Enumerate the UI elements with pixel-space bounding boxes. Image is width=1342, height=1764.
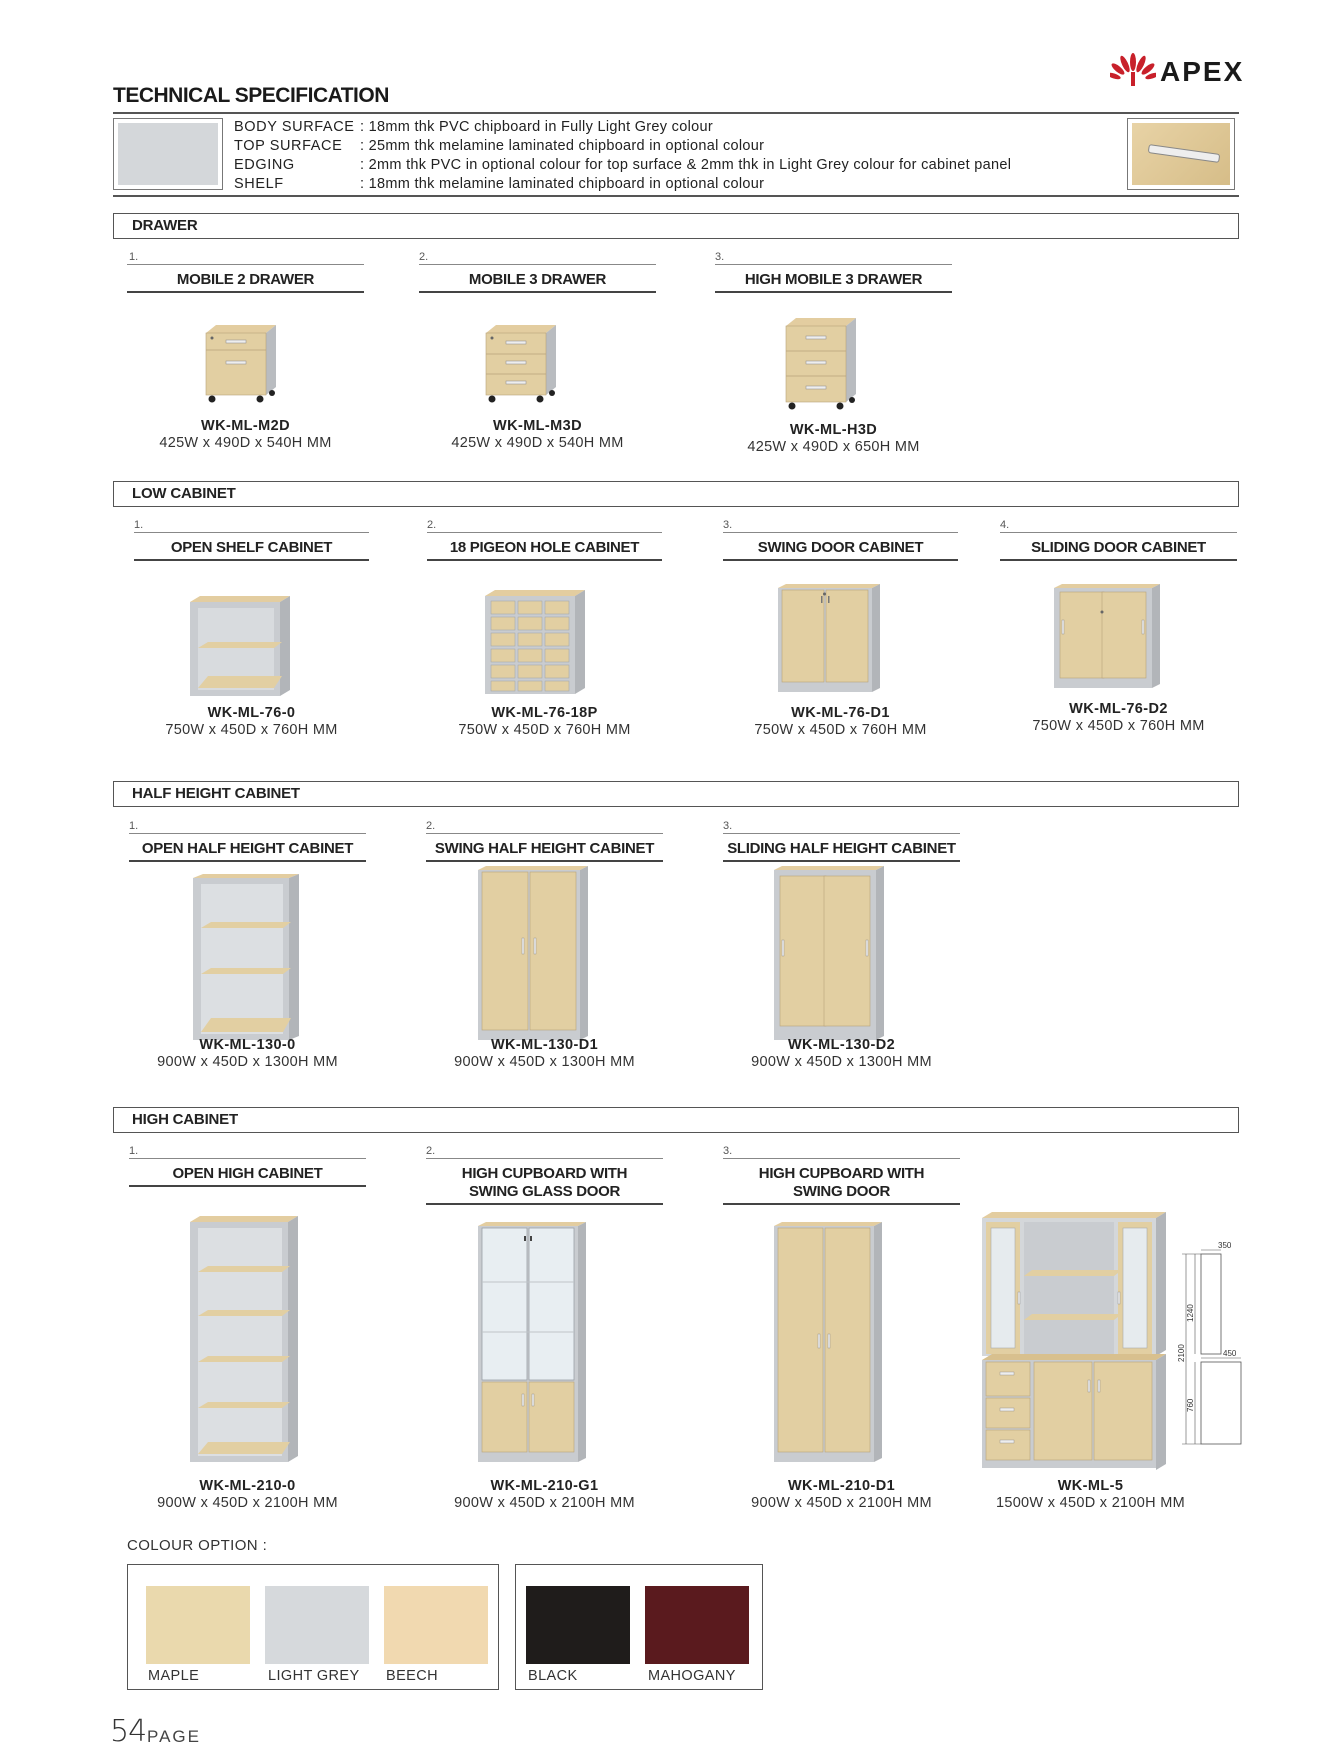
product-code: WK-ML-5 xyxy=(1057,1478,1124,1494)
dim-1240: 1240 xyxy=(1186,1304,1195,1322)
product-dims: 425W x 490D x 540H MM xyxy=(451,435,624,451)
spec-value: : 2mm thk PVC in optional colour for top surface & 2mm thk in Light Grey colour for cabinet panel xyxy=(360,157,1012,173)
spec-label: BODY SURFACE xyxy=(234,119,355,135)
mobile-3-drawer-image xyxy=(480,325,570,405)
product-code: WK-ML-76-0 xyxy=(207,705,296,721)
spec-rule xyxy=(113,195,1239,197)
swing-half-height-cabinet-image xyxy=(478,866,593,1042)
item-number: 2. xyxy=(427,519,437,531)
item-number: 1. xyxy=(134,519,144,531)
combo-cabinet-image xyxy=(982,1212,1172,1470)
swatch-black[interactable] xyxy=(526,1586,630,1664)
page-number: 54 xyxy=(110,1714,147,1749)
swatch-light-grey[interactable] xyxy=(265,1586,369,1664)
product-name: SWING DOOR CABINET xyxy=(723,539,958,557)
open-shelf-cabinet-image xyxy=(190,596,295,696)
product-code: WK-ML-210-0 xyxy=(199,1478,296,1494)
item-number: 1. xyxy=(129,1145,139,1157)
swatch-label: MAHOGANY xyxy=(648,1668,736,1684)
product-dims: 900W x 450D x 1300H MM xyxy=(454,1054,635,1070)
apex-logo-icon xyxy=(1110,52,1156,88)
high-cupboard-swing-door-image xyxy=(774,1222,886,1464)
dim-450: 450 xyxy=(1223,1349,1237,1358)
item-number: 3. xyxy=(723,820,733,832)
product-name: SWING HALF HEIGHT CABINET xyxy=(426,840,663,858)
product-code: WK-ML-210-D1 xyxy=(787,1478,896,1494)
section-high-cabinet xyxy=(113,1107,1239,1133)
product-code: WK-ML-130-D1 xyxy=(490,1037,599,1053)
swatch-label: LIGHT GREY xyxy=(268,1668,360,1684)
swatch-label: BEECH xyxy=(386,1668,438,1684)
section-half-height xyxy=(113,781,1239,807)
product-dims: 750W x 450D x 760H MM xyxy=(754,722,927,738)
product-name: HIGH CUPBOARD WITH SWING GLASS DOOR xyxy=(426,1165,663,1201)
apex-logo xyxy=(1110,52,1250,90)
page-title: TECHNICAL SPECIFICATION xyxy=(113,84,389,107)
product-name: HIGH CUPBOARD WITH SWING DOOR xyxy=(723,1165,960,1201)
product-name: 18 PIGEON HOLE CABINET xyxy=(427,539,662,557)
item-number: 2. xyxy=(426,1145,436,1157)
product-code: WK-ML-210-G1 xyxy=(490,1478,599,1494)
open-high-cabinet-image xyxy=(190,1216,302,1464)
item-number: 2. xyxy=(419,251,429,263)
colour-option-title: COLOUR OPTION : xyxy=(127,1537,268,1554)
product-code: WK-ML-M3D xyxy=(493,418,582,434)
product-dims: 900W x 450D x 1300H MM xyxy=(751,1054,932,1070)
item-number: 1. xyxy=(129,820,139,832)
item-number: 3. xyxy=(715,251,725,263)
item-number: 3. xyxy=(723,519,733,531)
spec-swatch-frame xyxy=(113,118,223,190)
product-code: WK-ML-76-18P xyxy=(491,705,598,721)
product-dims: 900W x 450D x 2100H MM xyxy=(454,1495,635,1511)
product-dims: 900W x 450D x 2100H MM xyxy=(157,1495,338,1511)
spec-label: EDGING xyxy=(234,157,295,173)
spec-list xyxy=(234,118,1011,194)
item-number: 2. xyxy=(426,820,436,832)
product-dims: 1500W x 450D x 2100H MM xyxy=(995,1495,1186,1511)
dim-760: 760 xyxy=(1186,1398,1195,1412)
header-rule xyxy=(113,112,1239,114)
product-name: OPEN HALF HEIGHT CABINET xyxy=(129,840,366,858)
product-name: OPEN HIGH CABINET xyxy=(129,1165,366,1183)
swing-door-cabinet-image xyxy=(778,584,883,696)
high-cupboard-glass-door-image xyxy=(478,1222,590,1464)
section-title: DRAWER xyxy=(132,217,198,234)
pigeon-hole-cabinet-image xyxy=(483,590,588,695)
spec-handle-image xyxy=(1127,118,1235,190)
product-dims: 750W x 450D x 760H MM xyxy=(458,722,631,738)
section-title: HALF HEIGHT CABINET xyxy=(132,785,300,802)
section-drawer xyxy=(113,213,1239,239)
spec-value: : 18mm thk melamine laminated chipboard in optional colour xyxy=(360,176,765,192)
spec-label: SHELF xyxy=(234,176,284,192)
product-name: SLIDING HALF HEIGHT CABINET xyxy=(723,840,960,858)
sliding-half-height-cabinet-image xyxy=(774,866,889,1042)
swatch-mahogany[interactable] xyxy=(645,1586,749,1664)
section-title: HIGH CABINET xyxy=(132,1111,238,1128)
product-code: WK-ML-130-D2 xyxy=(787,1037,896,1053)
product-dims: 750W x 450D x 760H MM xyxy=(165,722,338,738)
dimension-diagram xyxy=(1168,1238,1243,1460)
product-name: OPEN SHELF CABINET xyxy=(134,539,369,557)
open-half-height-cabinet-image xyxy=(193,874,303,1042)
item-number: 1. xyxy=(129,251,139,263)
product-name: HIGH MOBILE 3 DRAWER xyxy=(715,271,952,289)
spec-value: : 25mm thk melamine laminated chipboard in optional colour xyxy=(360,138,765,154)
product-dims: 900W x 450D x 2100H MM xyxy=(751,1495,932,1511)
page-word: PAGE xyxy=(147,1727,201,1746)
product-dims: 750W x 450D x 760H MM xyxy=(1032,718,1205,734)
product-name: MOBILE 3 DRAWER xyxy=(419,271,656,289)
product-code: WK-ML-76-D2 xyxy=(1069,701,1168,717)
product-code: WK-ML-M2D xyxy=(201,418,290,434)
spec-label: TOP SURFACE xyxy=(234,138,343,154)
dim-2100: 2100 xyxy=(1177,1344,1186,1362)
spec-grey-swatch xyxy=(118,123,218,185)
item-number: 4. xyxy=(1000,519,1010,531)
swatch-label: BLACK xyxy=(528,1668,578,1684)
product-name: MOBILE 2 DRAWER xyxy=(127,271,364,289)
swatch-beech[interactable] xyxy=(384,1586,488,1664)
high-mobile-3-drawer-image xyxy=(780,318,870,412)
product-code: WK-ML-130-0 xyxy=(199,1037,296,1053)
product-dims: 425W x 490D x 650H MM xyxy=(747,439,920,455)
logo-text: APEX xyxy=(1160,56,1245,87)
product-name: SLIDING DOOR CABINET xyxy=(1000,539,1237,557)
section-low-cabinet xyxy=(113,481,1239,507)
item-number: 3. xyxy=(723,1145,733,1157)
product-dims: 900W x 450D x 1300H MM xyxy=(157,1054,338,1070)
product-code: WK-ML-76-D1 xyxy=(791,705,890,721)
product-dims: 425W x 490D x 540H MM xyxy=(159,435,332,451)
dim-350: 350 xyxy=(1218,1241,1232,1250)
sliding-door-cabinet-image xyxy=(1054,584,1164,692)
product-code: WK-ML-H3D xyxy=(789,422,878,438)
mobile-2-drawer-image xyxy=(200,325,290,405)
section-title: LOW CABINET xyxy=(132,485,236,502)
swatch-maple[interactable] xyxy=(146,1586,250,1664)
swatch-label: MAPLE xyxy=(148,1668,200,1684)
spec-value: : 18mm thk PVC chipboard in Fully Light Grey colour xyxy=(360,119,713,135)
